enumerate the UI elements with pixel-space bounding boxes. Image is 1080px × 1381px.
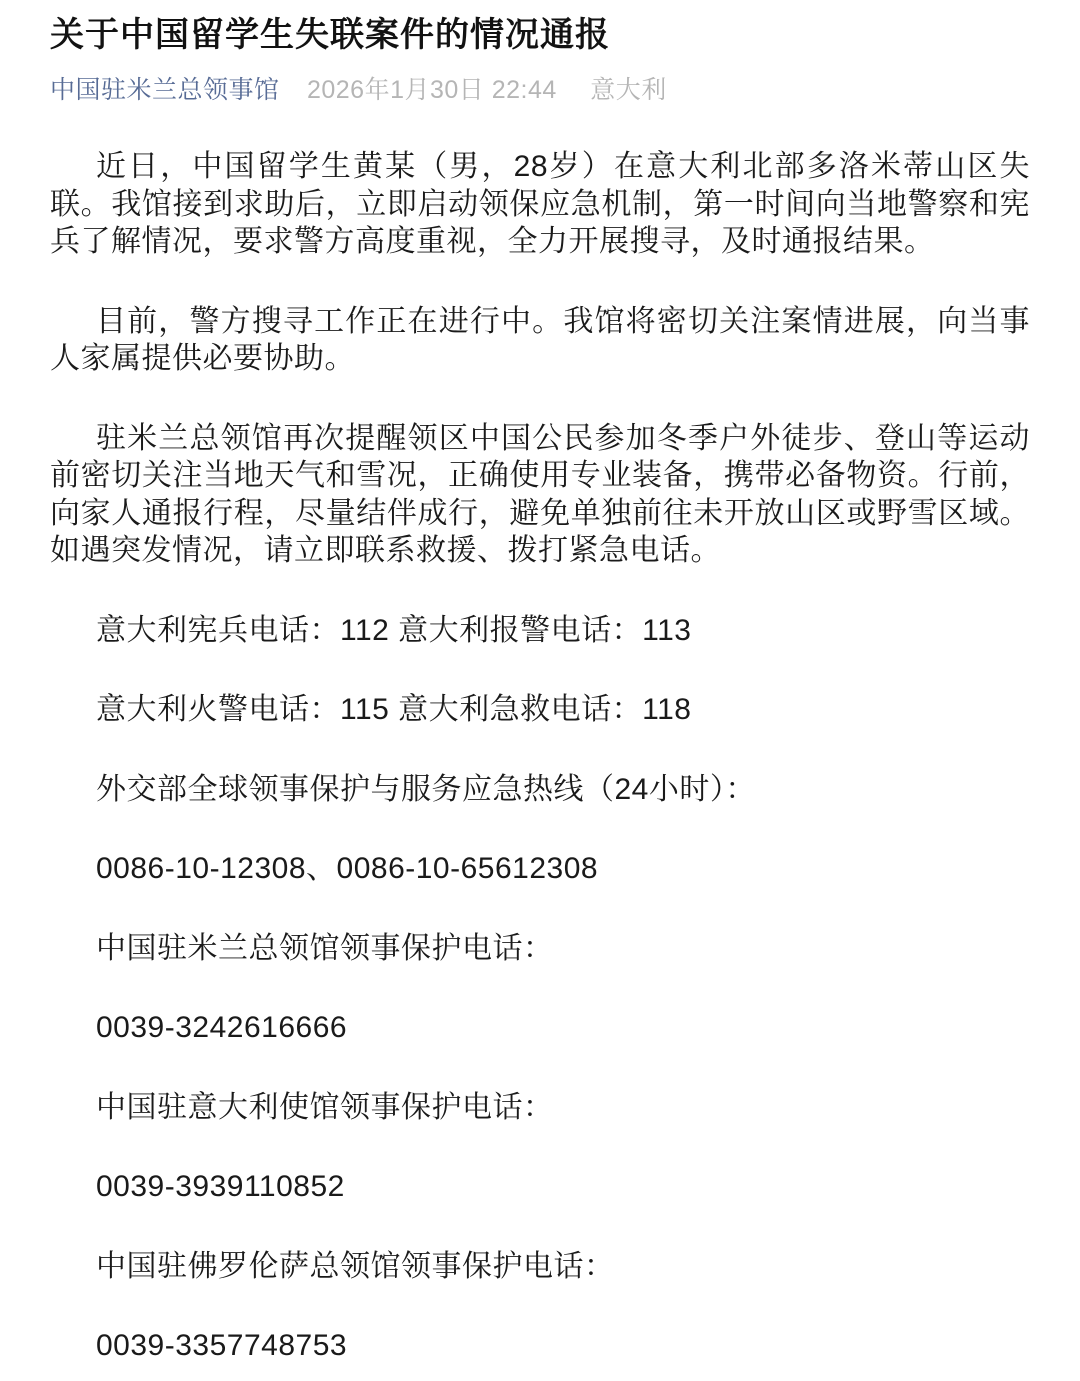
milan-consulate-phone-label: 中国驻米兰总领馆领事保护电话：	[96, 931, 554, 965]
florence-consulate-phone-label: 中国驻佛罗伦萨总领馆领事保护电话：	[96, 1249, 615, 1283]
article-title: 关于中国留学生失联案件的情况通报	[50, 16, 610, 54]
paragraph-search-status: 目前，警方搜寻工作正在进行中。我馆将密切关注案情进展，向当事人家属提供必要协助。	[50, 304, 1030, 375]
italy-embassy-phone-number: 0039-3939110852	[96, 1170, 345, 1203]
mfa-hotline-numbers: 0086-10-12308、0086-10-65612308	[96, 852, 599, 885]
article-body	[50, 148, 1030, 1365]
author-account-link[interactable]: 中国驻米兰总领事馆	[50, 76, 280, 104]
mfa-hotline-label: 外交部全球领事保护与服务应急热线（24小时）：	[96, 772, 756, 806]
publish-location: 意大利	[590, 76, 667, 104]
publish-datetime: 2026年1月30日 22:44	[306, 76, 557, 104]
phone-line-carabinieri-police: 意大利宪兵电话：112 意大利报警电话：113	[96, 613, 692, 647]
phone-line-fire-ambulance: 意大利火警电话：115 意大利急救电话：118	[96, 693, 692, 726]
italy-embassy-phone-label: 中国驻意大利使馆领事保护电话：	[96, 1090, 554, 1124]
paragraph-safety-reminder: 驻米兰总领馆再次提醒领区中国公民参加冬季户外徒步、登山等运动前密切关注当地天气和雪况，正确使用专业装备，携带必备物资。行前，向家人通报行程，尽量结伴成行，避免单独前往未开放山区或野雪区域。如遇突发情况，请立即联系救援、拨打紧急电话。	[50, 421, 1030, 567]
florence-consulate-phone-number: 0039-3357748753	[96, 1329, 348, 1362]
byline	[50, 75, 1030, 105]
milan-consulate-phone-number: 0039-3242616666	[96, 1011, 348, 1044]
paragraph-incident-report: 近日，中国留学生黄某（男，28岁）在意大利北部多洛米蒂山区失联。我馆接到求助后，立即启动领保应急机制，第一时间向当地警察和宪兵了解情况，要求警方高度重视，全力开展搜寻，及时通报结果。	[50, 150, 1030, 258]
